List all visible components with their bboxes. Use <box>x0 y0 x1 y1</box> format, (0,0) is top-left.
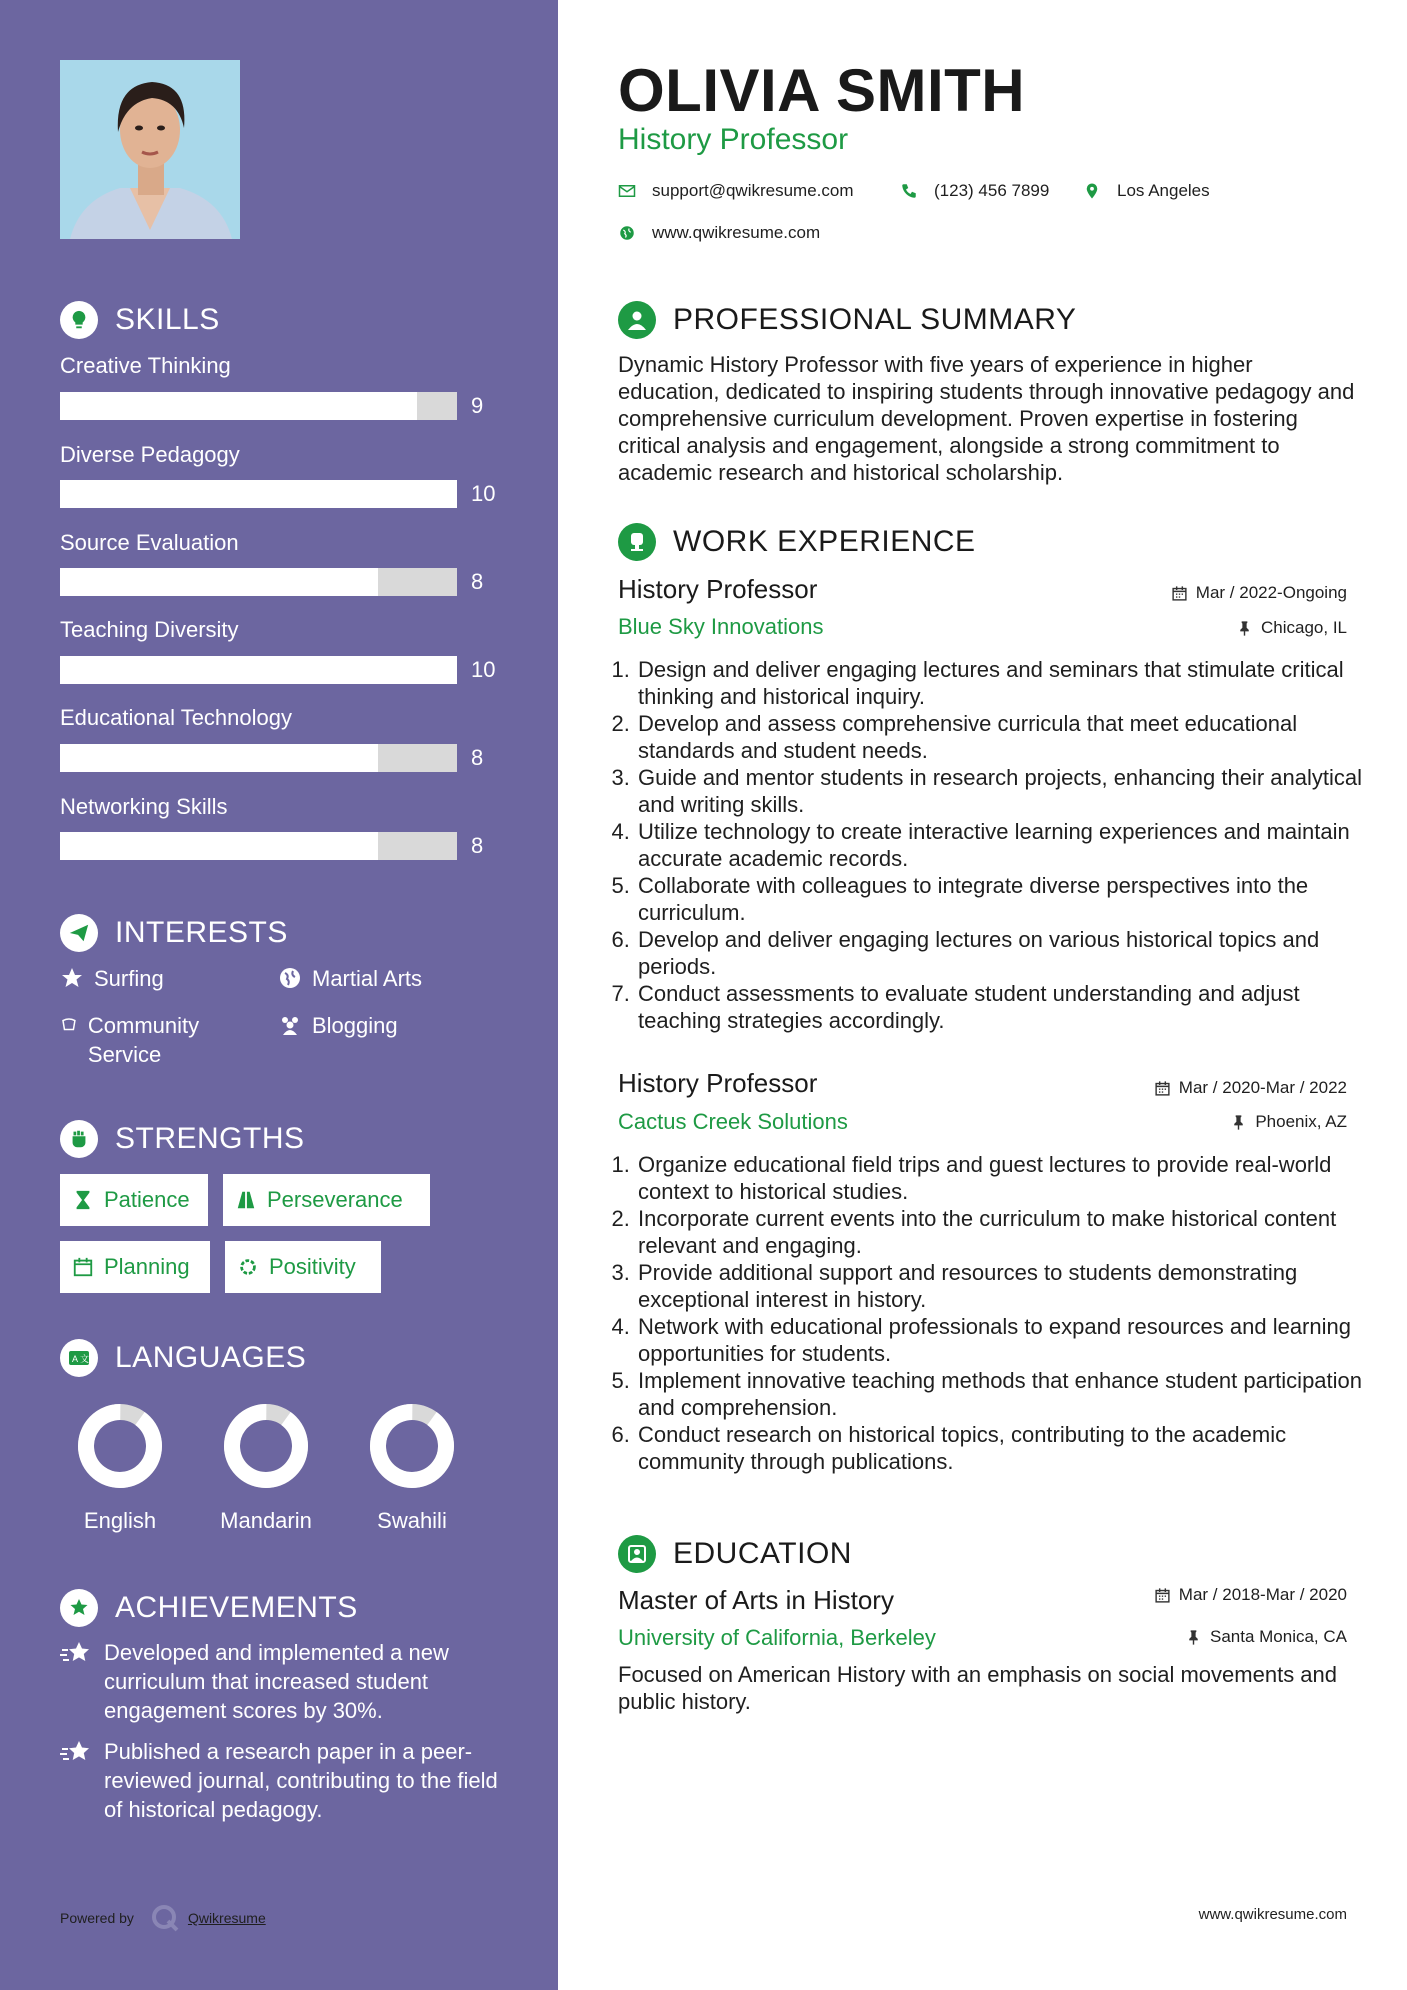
school-name: University of California, Berkeley <box>618 1625 936 1650</box>
list-item: 2. Develop and assess comprehensive curricula that meet educational standards and student needs. <box>636 710 1376 764</box>
interest-item <box>60 964 164 993</box>
hourglass-icon <box>72 1189 94 1211</box>
calendar-icon <box>72 1256 94 1278</box>
list-item: 7. Conduct assessments to evaluate student understanding and adjust teaching strategies accordingly. <box>636 980 1376 1034</box>
qwikresume-link[interactable]: Qwikresume <box>187 1910 266 1926</box>
languages-title: LANGUAGES <box>115 1341 307 1374</box>
location-text: Los Angeles <box>1117 181 1210 200</box>
interest-label: Martial Arts <box>312 966 423 991</box>
website-text[interactable]: www.qwikresume.com <box>652 223 821 242</box>
list-item: 4. Utilize technology to create interactive learning experiences and maintain accurate academic records. <box>636 818 1376 872</box>
skill-bar-fill <box>60 392 417 420</box>
star-burst-icon <box>60 1640 92 1668</box>
strengths-title: STRENGTHS <box>115 1122 305 1155</box>
strength-chip <box>60 1241 210 1293</box>
job-duties-list <box>608 656 1376 1034</box>
interests-heading <box>60 914 288 952</box>
powered-by-label: Powered by <box>60 1910 134 1926</box>
education-dates-text: Mar / 2018-Mar / 2020 <box>1178 1585 1347 1604</box>
job-location-text: Phoenix, AZ <box>1255 1112 1347 1131</box>
powered-by <box>60 1903 266 1933</box>
calendar-icon <box>1154 1080 1171 1097</box>
language-name: English <box>83 1508 157 1533</box>
list-item: 4. Network with educational professionals to expand resources and learning opportunities for students. <box>636 1313 1376 1367</box>
strength-chip <box>223 1174 430 1226</box>
skill-bar <box>60 568 457 596</box>
star-burst-icon <box>60 1739 92 1767</box>
list-item: 6. Conduct research on historical topics, contributing to the academic community through publications. <box>636 1421 1376 1475</box>
list-item: 2. Incorporate current events into the curriculum to make historical content relevant and engaging. <box>636 1205 1376 1259</box>
summary-title: PROFESSIONAL SUMMARY <box>673 303 1077 336</box>
strength-chip <box>225 1241 381 1293</box>
skill-value: 10 <box>471 657 496 682</box>
calendar-icon <box>1171 585 1188 602</box>
phone-text: (123) 456 7899 <box>934 181 1050 200</box>
globe-icon <box>618 224 636 242</box>
road-icon <box>235 1189 257 1211</box>
skill-bar <box>60 480 457 508</box>
summary-text: Dynamic History Professor with five years of experience in higher education, dedicated to inspiring students through innovative pedagogy and comprehensive curriculum development. Proven expertise in fostering critical analysis and engagement, alongside a strong commitment to academic research and historical scholarship. <box>618 352 1355 485</box>
envelope-icon <box>618 182 636 200</box>
qwikresume-logo-icon <box>150 1903 180 1933</box>
language-name: Swahili <box>377 1508 447 1533</box>
contact-website <box>618 223 820 243</box>
achievement-text: Developed and implemented a new curriculum that increased student engagement scores by 30%. <box>104 1640 449 1723</box>
achievements-heading <box>60 1589 358 1627</box>
candidate-name: OLIVIA SMITH <box>618 57 1026 124</box>
interest-label: Surfing <box>94 966 164 991</box>
languages-heading <box>60 1339 306 1377</box>
phone-icon <box>900 182 918 200</box>
hand-icon <box>60 1013 78 1037</box>
contact-phone <box>900 181 1049 201</box>
skill-name: Diverse Pedagogy <box>60 442 240 467</box>
interest-item <box>60 1011 230 1069</box>
list-item: 3. Provide additional support and resources to students demonstrating exceptional interest in history. <box>636 1259 1376 1313</box>
skill-value: 8 <box>471 569 484 594</box>
email-text[interactable]: support@qwikresume.com <box>652 181 854 200</box>
work-heading <box>618 523 976 561</box>
job-dates-text: Mar / 2022-Ongoing <box>1195 583 1347 602</box>
skill-name: Creative Thinking <box>60 353 231 378</box>
interest-item <box>278 964 422 993</box>
skill-bar <box>60 744 457 772</box>
briefcase-icon <box>618 523 656 561</box>
pushpin-icon <box>1236 620 1253 637</box>
list-item: 5. Implement innovative teaching methods that enhance student participation and comprehension. <box>636 1367 1376 1421</box>
skill-name: Educational Technology <box>60 705 292 730</box>
strengths-heading <box>60 1120 305 1158</box>
skill-bar <box>60 656 457 684</box>
contact-location <box>1083 181 1210 201</box>
education-location <box>1185 1627 1347 1647</box>
language-ring <box>368 1402 456 1490</box>
candidate-role: History Professor <box>618 123 849 156</box>
skills-heading <box>60 301 220 339</box>
job-dates <box>1171 583 1347 603</box>
gear-icon <box>237 1256 259 1278</box>
svg-text:A 文: A 文 <box>72 1354 90 1364</box>
skill-bar-fill <box>60 568 378 596</box>
skill-name: Source Evaluation <box>60 530 239 555</box>
sidebar <box>0 0 558 1990</box>
language-ring <box>222 1402 310 1490</box>
job-location-text: Chicago, IL <box>1261 618 1347 637</box>
education-heading <box>618 1535 852 1573</box>
strength-label: Positivity <box>269 1254 356 1279</box>
job-title: History Professor <box>618 1068 818 1098</box>
skill-value: 8 <box>471 833 484 858</box>
star-icon <box>60 966 84 990</box>
job-dates <box>1154 1078 1347 1098</box>
job-company: Blue Sky Innovations <box>618 614 824 639</box>
list-item: 5. Collaborate with colleagues to integrate diverse perspectives into the curriculum. <box>636 872 1376 926</box>
education-description: Focused on American History with an emphasis on social movements and public history. <box>618 1662 1338 1714</box>
interest-label: Community Service <box>87 1013 200 1067</box>
job-title: History Professor <box>618 574 818 604</box>
trophy-star-icon <box>60 1589 98 1627</box>
list-item: 6. Develop and deliver engaging lectures on various historical topics and periods. <box>636 926 1376 980</box>
interests-title: INTERESTS <box>115 916 288 949</box>
job-location <box>1236 618 1347 638</box>
achievement-item <box>60 1638 500 1725</box>
skill-value: 8 <box>471 745 484 770</box>
skill-bar-fill <box>60 832 378 860</box>
graduation-icon <box>618 1535 656 1573</box>
list-item: 1. Design and deliver engaging lectures and seminars that stimulate critical thinking and historical inquiry. <box>636 656 1376 710</box>
fist-icon <box>60 1120 98 1158</box>
strength-chip <box>60 1174 208 1226</box>
paper-plane-icon <box>60 914 98 952</box>
achievement-item <box>60 1737 500 1824</box>
profile-photo <box>60 60 240 239</box>
strength-label: Patience <box>104 1187 190 1212</box>
work-title: WORK EXPERIENCE <box>673 525 976 558</box>
lightbulb-icon <box>60 301 98 339</box>
strength-label: Perseverance <box>267 1187 403 1212</box>
achievement-text: Published a research paper in a peer-reviewed journal, contributing to the field of historical pedagogy. <box>104 1739 498 1822</box>
job-dates-text: Mar / 2020-Mar / 2022 <box>1178 1078 1347 1097</box>
language-ring <box>76 1402 164 1490</box>
achievements-title: ACHIEVEMENTS <box>115 1591 358 1624</box>
skill-bar <box>60 392 457 420</box>
strength-label: Planning <box>104 1254 190 1279</box>
globe-icon <box>278 966 302 990</box>
language-icon <box>60 1339 98 1377</box>
pushpin-icon <box>1185 1629 1202 1646</box>
job-duties-list <box>608 1151 1376 1475</box>
list-item: 3. Guide and mentor students in research projects, enhancing their analytical and writing skills. <box>636 764 1376 818</box>
interest-label: Blogging <box>312 1013 398 1038</box>
list-item: 1. Organize educational field trips and guest lectures to provide real-world context to historical studies. <box>636 1151 1376 1205</box>
skill-value: 9 <box>471 393 484 418</box>
summary-heading <box>618 301 1076 339</box>
language-name: Mandarin <box>220 1508 312 1533</box>
footer-url[interactable]: www.qwikresume.com <box>1198 1906 1347 1923</box>
education-dates <box>1154 1585 1347 1605</box>
map-pin-icon <box>1083 182 1101 200</box>
education-title: EDUCATION <box>673 1537 852 1570</box>
skill-bar-fill <box>60 656 457 684</box>
skill-bar <box>60 832 457 860</box>
skill-name: Teaching Diversity <box>60 617 239 642</box>
skill-value: 10 <box>471 481 496 506</box>
pushpin-icon <box>1230 1114 1247 1131</box>
user-icon <box>618 301 656 339</box>
skill-name: Networking Skills <box>60 794 228 819</box>
skill-bar-fill <box>60 744 378 772</box>
interest-item <box>278 1011 398 1040</box>
job-company: Cactus Creek Solutions <box>618 1109 848 1134</box>
users-icon <box>278 1013 302 1037</box>
skill-bar-fill <box>60 480 457 508</box>
education-location-text: Santa Monica, CA <box>1209 1627 1347 1646</box>
job-location <box>1230 1112 1347 1132</box>
skills-title: SKILLS <box>115 303 220 336</box>
calendar-icon <box>1154 1587 1171 1604</box>
degree-title: Master of Arts in History <box>618 1585 894 1615</box>
contact-email <box>618 181 854 201</box>
